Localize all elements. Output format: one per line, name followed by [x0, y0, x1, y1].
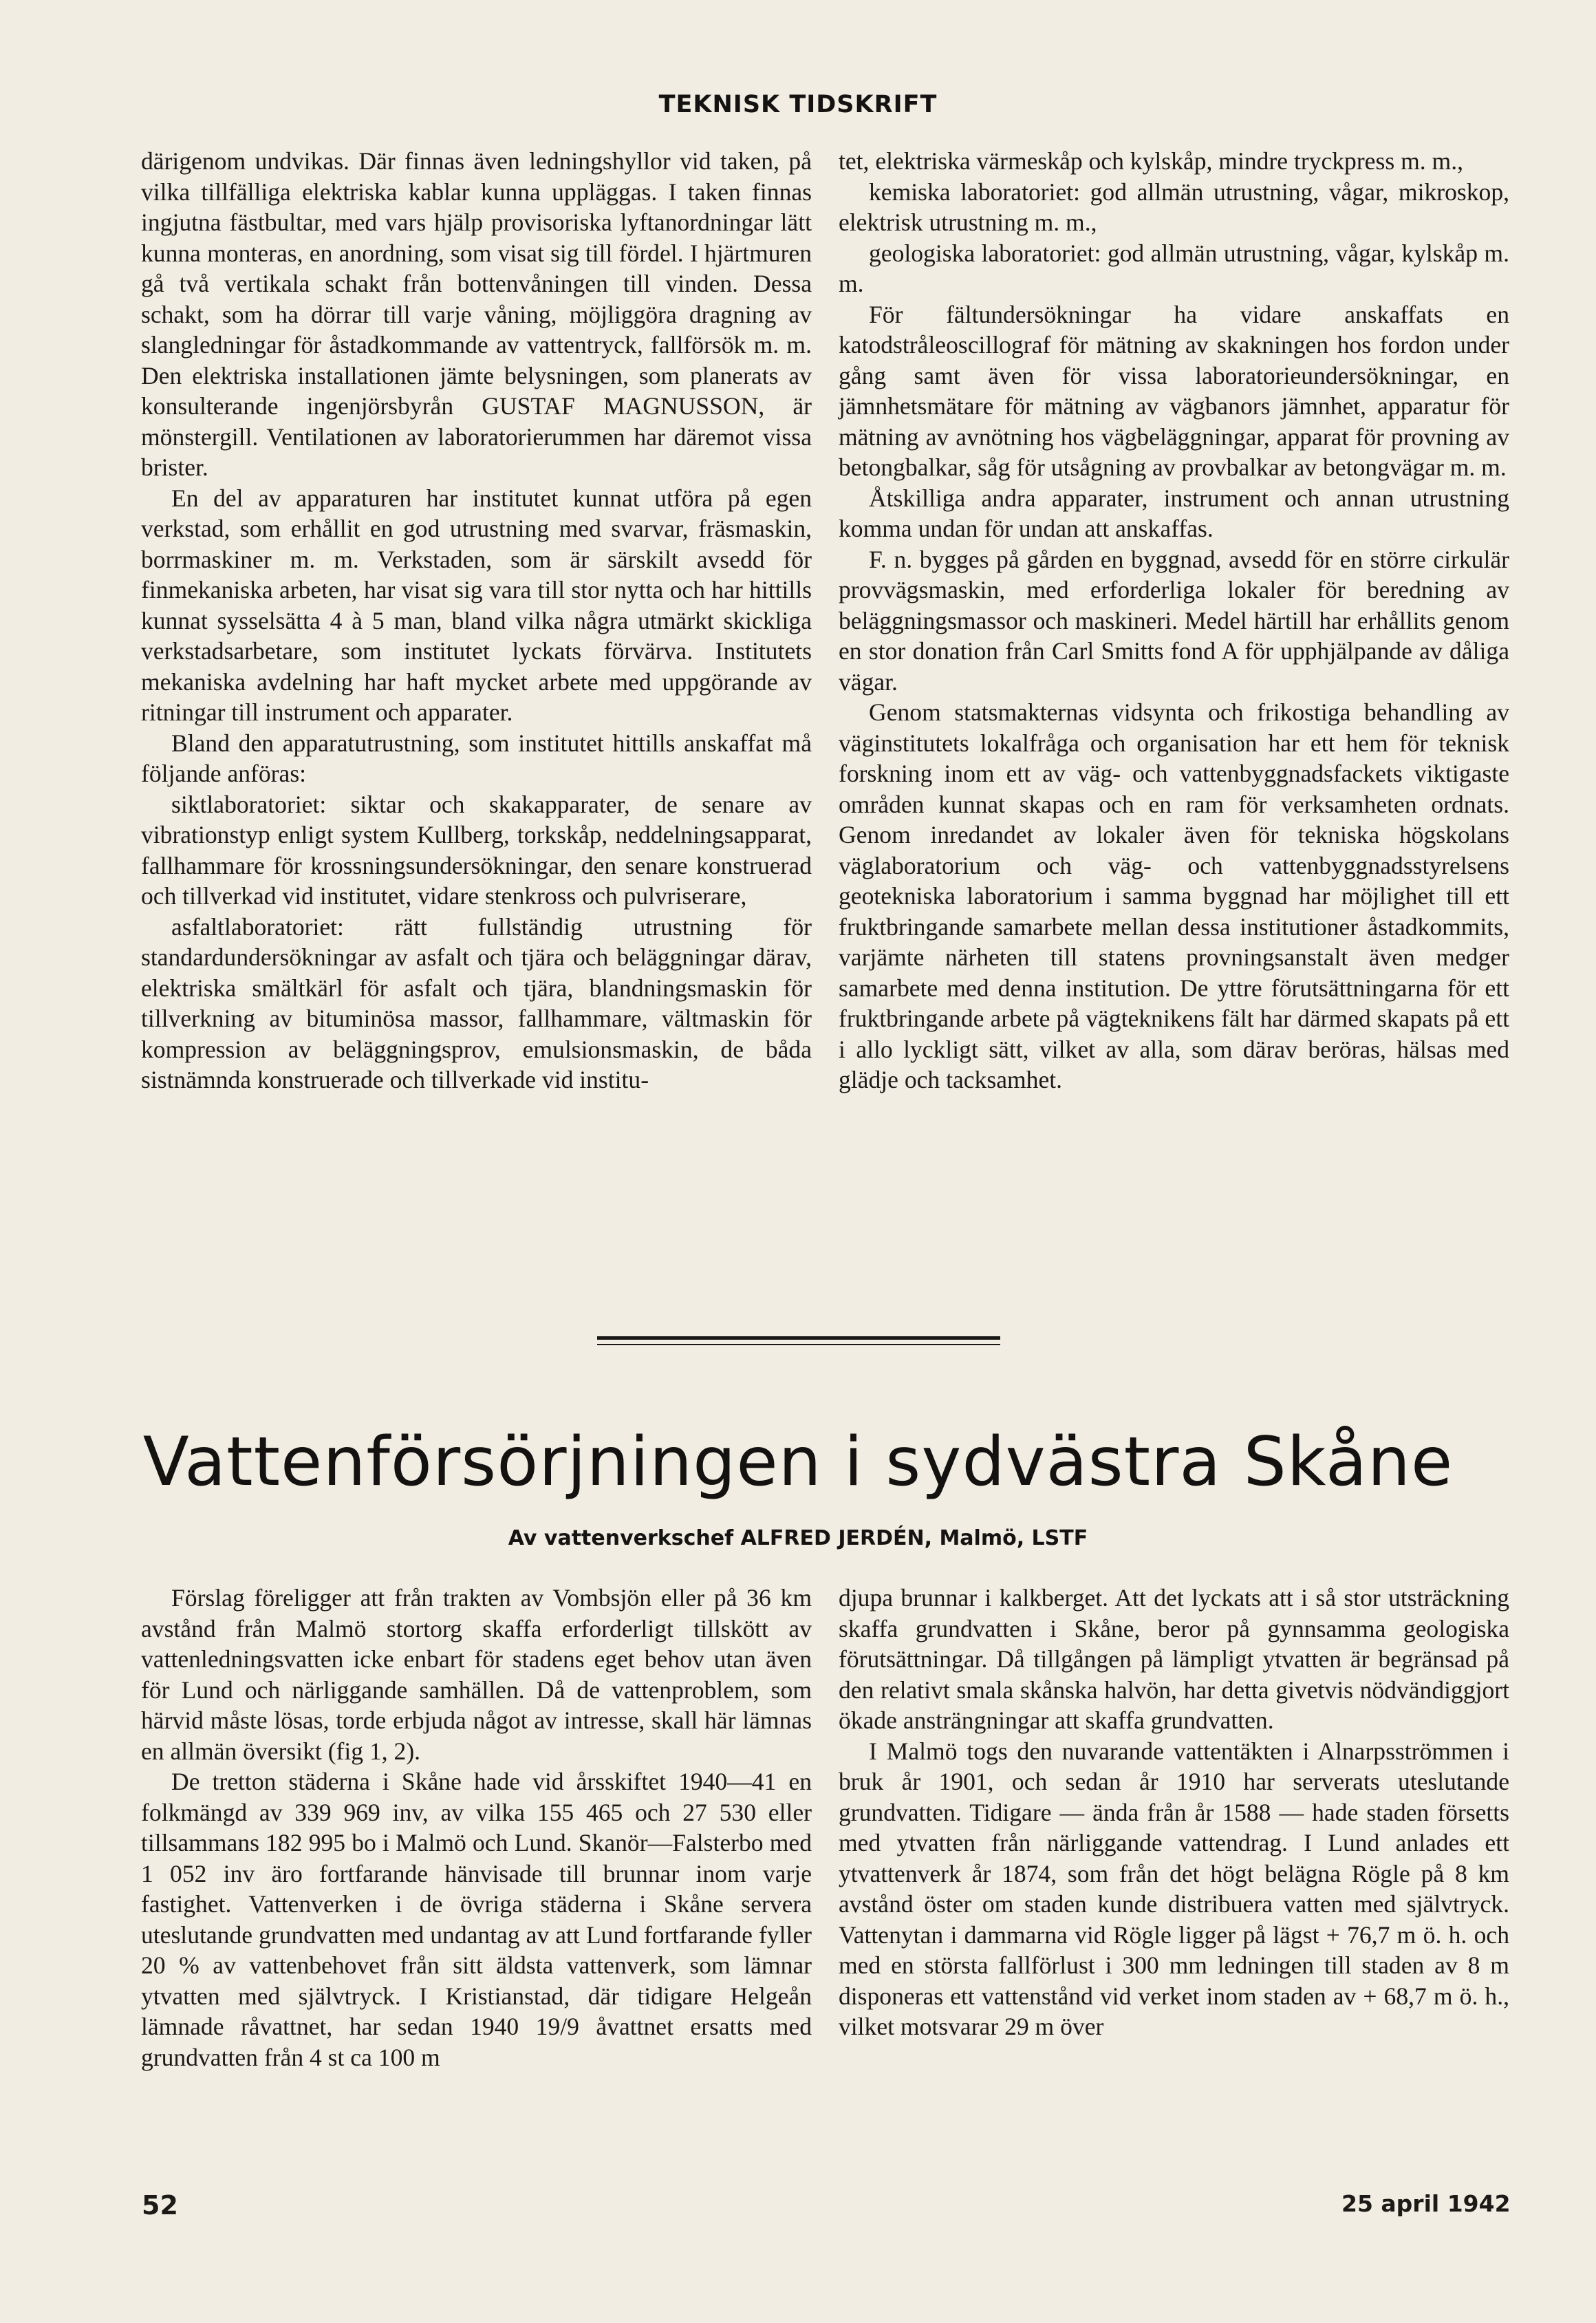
- paragraph: djupa brunnar i kalkberget. Att det lyckats att i så stor utsträckning skaffa grundvatten i Skåne, beror på gynnsamma geologiska förutsättningar. Då tillgången på lämpligt ytvatten är begränsad på den relativt smala skånska halvön, har detta givetvis nödvändiggjort ökade ansträngningar att skaffa grundvatten.: [839, 1584, 1509, 1734]
- paragraph: Förslag föreligger att från trakten av Vombsjön eller på 36 km avstånd från Malmö stortorg skaffa erforderligt tillskött av vattenledningsvatten icke enbart för stadens eget behov utan även för Lund och närliggande samhällen. Då de vattenproblem, som härvid måste lösas, torde erbjuda något av intresse, skall här lämnas en allmän översikt (fig 1, 2).: [141, 1584, 812, 1765]
- journal-header: TEKNISK TIDSKRIFT: [658, 91, 938, 118]
- paragraph: geologiska laboratoriet: god allmän utrustning, vågar, kylskåp m. m.: [839, 239, 1509, 297]
- paragraph: Åtskilliga andra apparater, instrument och annan utrustning komma undan för undan att anskaffas.: [839, 484, 1509, 542]
- paragraph: I Malmö togs den nuvarande vattentäkten i Alnarpsströmmen i bruk år 1901, och sedan år 1910 har serverats uteslutande grundvatten. Tidigare — ända från år 1588 — hade staden försetts med ytvatten från närliggande vattendrag. I Lund anlades ett ytvattenverk år 1874, som från det högt belägna Rögle på 8 km avstånd öster om staden kunde distribuera vatten med självtryck. Vattenytan i dammarna vid Rögle ligger på lägst + 76,7 m ö. h. och med en största fallförlust i 300 mm ledningen till staden av 8 m disponeras ett vattenstånd vid verket inom staden av + 68,7 m ö. h., vilket motsvarar 29 m över: [839, 1737, 1509, 2040]
- byline: Av vattenverkschef ALFRED JERDÉN, Malmö, LSTF: [508, 1526, 1088, 1550]
- paragraph: F. n. bygges på gården en byggnad, avsedd för en större cirkulär provvägsmaskin, med erforderliga lokaler för beredning av beläggningsmassor och maskineri. Medel härtill har erhållits genom en stor donation från Carl Smitts fond A för upphjälpande av dåliga vägar.: [839, 545, 1509, 696]
- paragraph: För fältundersökningar ha vidare anskaffats en katodstråleoscillograf för mätning av skakningen hos fordon under gång samt även för vissa laboratorieundersökningar, en jämnhetsmätare för mätning av vägbanors jämnhet, apparatur för mätning av avnötning hos vägbeläggningar, apparat för provning av betongbalkar, såg för utsågning av provbalkar av betongvägar m. m.: [839, 300, 1509, 481]
- article2-column-2: [839, 1583, 1509, 2042]
- paragraph: asfaltlaboratoriet: rätt fullständig utrustning för standardundersökningar av asfalt och tjära och beläggningar därav, elektriska smältkärl för asfalt och tjära, blandningsmaskin för tillverkning av bituminösa massor, fallhammare, vältmaskin för kompression av beläggningsprov, emulsionsmaskin, de båda sistnämnda konstruerade och tillverkade vid institu-: [141, 912, 812, 1093]
- article-title: Vattenförsörjningen i sydvästra Skåne: [142, 1423, 1454, 1501]
- paragraph: Genom statsmakternas vidsynta och frikostiga behandling av väginstitutets lokalfråga och organisation har ett hem för teknisk forskning inom ett av väg- och vattenbyggnadsfackets viktigaste områden kunnat skapas och en ram för verksamheten ordnats. Genom inredandet av lokaler även för tekniska högskolans väglaboratorium och väg- och vattenbyggnadsstyrelsens geotekniska laboratorium i samma byggnad har möjlighet till ett fruktbringande samarbete mellan dessa institutioner åstadkommits, varjämte närheten till statens provningsanstalt även medger samarbete med denna institution. De yttre förutsättningarna för ett fruktbringande arbete på vägteknikens fält har därmed skapats på ett i allo lyckligt sätt, vilket av alla, som därav beröras, hälsas med glädje och tacksamhet.: [839, 698, 1509, 1093]
- article1-column-2: [839, 146, 1509, 1095]
- paragraph: siktlaboratoriet: siktar och skakapparater, de senare av vibrationstyp enligt system Kullberg, torkskåp, neddelningsapparat, fallhammare för krossningsundersökningar, den senare konstruerad och tillverkad vid institutet, vidare stenkross och pulvriserare,: [141, 790, 812, 910]
- paragraph: Bland den apparatutrustning, som institutet hittills anskaffat må följande anföras:: [141, 729, 812, 787]
- divider-rule: [597, 1344, 1000, 1345]
- issue-date: 25 april 1942: [1341, 2190, 1511, 2217]
- paragraph: därigenom undvikas. Där finnas även ledningshyllor vid taken, på vilka tillfälliga elektriska kablar kunna uppläggas. I taken finnas ingjutna fästbultar, med vars hjälp provisoriska lyftanordningar lätt kunna monteras, en anordning, som visat sig till fördel. I hjärtmuren gå två vertikala schakt från bottenvåningen till vinden. Dessa schakt, som ha dörrar till varje våning, möjliggöra dragning av slangledningar för åstadkommande av vattentryck, fallförsök m. m. Den elektriska installationen jämte belysningen, som planerats av konsulterande ingenjörsbyrån GUSTAF MAGNUSSON, är mönstergill. Ventilationen av laboratorierummen har däremot vissa brister.: [141, 147, 812, 481]
- paragraph: tet, elektriska värmeskåp och kylskåp, mindre tryckpress m. m.,: [839, 147, 1463, 175]
- paragraph: De tretton städerna i Skåne hade vid årsskiftet 1940—41 en folkmängd av 339 969 inv, av vilka 155 465 och 27 530 eller tillsammans 182 995 bo i Malmö och Lund. Skanör—Falsterbo med 1 052 inv äro fortfarande hänvisade till brunnar inom varje fastighet. Vattenverken i de övriga städerna i Skåne servera uteslutande grundvatten med undantag av att Lund fortfarande fyller 20 % av vattenbehovet från sitt äldsta vattenverk, som lämnar ytvatten med självtryck. I Kristianstad, där tidigare Helgeån lämnade råvattnet, har sedan 1940 19/9 åvattnet ersatts med grundvatten från 4 st ca 100 m: [141, 1768, 812, 2071]
- article2-column-1: [141, 1583, 812, 2073]
- page-number: 52: [142, 2190, 178, 2220]
- divider-rule: [597, 1336, 1000, 1340]
- paragraph: kemiska laboratoriet: god allmän utrustning, vågar, mikroskop, elektrisk utrustning m. m.,: [839, 178, 1509, 236]
- article1-column-1: [141, 146, 812, 1095]
- paragraph: En del av apparaturen har institutet kunnat utföra på egen verkstad, som erhållit en god utrustning med svarvar, fräsmaskin, borrmaskiner m. m. Verkstaden, som är särskilt avsedd för finmekaniska arbeten, har visat sig vara till stor nytta och har hittills kunnat sysselsätta 4 à 5 man, bland vilka några utmärkt skickliga verkstadsarbetare, som institutet lyckats förvärva. Institutets mekaniska avdelning har haft mycket arbete med uppgörande av ritningar till instrument och apparater.: [141, 484, 812, 726]
